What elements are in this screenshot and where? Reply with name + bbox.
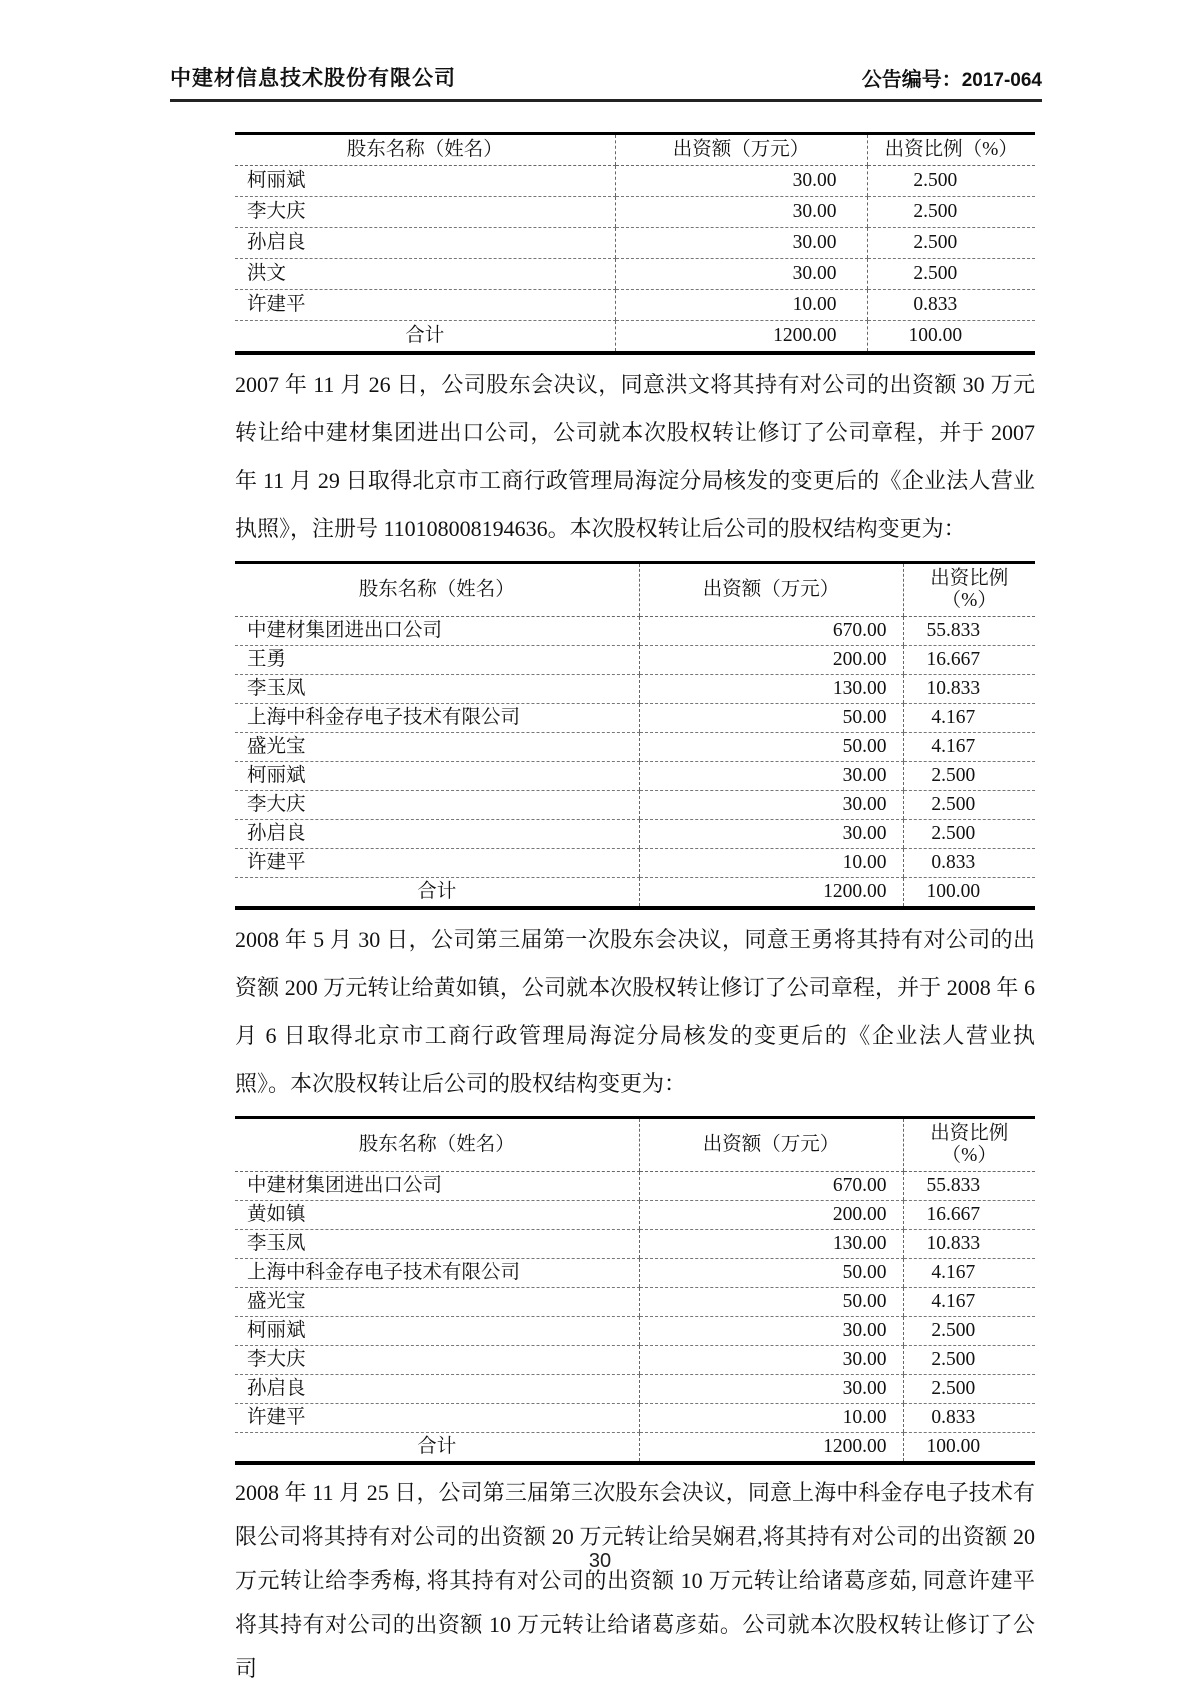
shareholder-table-3 bbox=[235, 1116, 1035, 1465]
cell-amount: 670.00 bbox=[639, 617, 903, 646]
shareholder-table-2 bbox=[235, 561, 1035, 910]
cell-amount: 30.00 bbox=[639, 820, 903, 849]
table-row bbox=[235, 704, 1035, 733]
table-row bbox=[235, 1172, 1035, 1201]
cell-amount: 30.00 bbox=[615, 259, 867, 290]
table-row bbox=[235, 762, 1035, 791]
announcement-id bbox=[862, 63, 1042, 92]
cell-amount: 30.00 bbox=[615, 166, 867, 197]
table-row bbox=[235, 820, 1035, 849]
table-row bbox=[235, 1230, 1035, 1259]
col-header-shareholder: 股东名称（姓名） bbox=[235, 563, 639, 617]
cell-ratio: 2.500 bbox=[867, 166, 1035, 197]
table-total-row bbox=[235, 1433, 1035, 1464]
cell-shareholder-name: 李大庆 bbox=[235, 1346, 639, 1375]
total-amount-cell: 1200.00 bbox=[615, 321, 867, 354]
company-name: 中建材信息技术股份有限公司 bbox=[170, 66, 456, 90]
table-row bbox=[235, 259, 1035, 290]
cell-shareholder-name: 盛光宝 bbox=[235, 1288, 639, 1317]
page-header bbox=[170, 0, 1042, 102]
table-row bbox=[235, 1288, 1035, 1317]
table-row bbox=[235, 228, 1035, 259]
cell-ratio: 2.500 bbox=[903, 1317, 1035, 1346]
cell-ratio: 0.833 bbox=[903, 849, 1035, 878]
cell-amount: 30.00 bbox=[615, 228, 867, 259]
cell-ratio: 16.667 bbox=[903, 1201, 1035, 1230]
table-row bbox=[235, 1346, 1035, 1375]
cell-ratio: 0.833 bbox=[867, 290, 1035, 321]
cell-shareholder-name: 中建材集团进出口公司 bbox=[235, 617, 639, 646]
table-row bbox=[235, 290, 1035, 321]
table-row bbox=[235, 1201, 1035, 1230]
page-content bbox=[235, 132, 1035, 1691]
cell-shareholder-name: 许建平 bbox=[235, 1404, 639, 1433]
col-header-ratio: 出资比例 （%） bbox=[903, 563, 1035, 617]
cell-ratio: 4.167 bbox=[903, 1288, 1035, 1317]
cell-ratio: 2.500 bbox=[903, 820, 1035, 849]
col-header-shareholder: 股东名称（姓名） bbox=[235, 134, 615, 166]
cell-ratio: 16.667 bbox=[903, 646, 1035, 675]
paragraph-2008-11-25: 2008 年 11 月 25 日，公司第三届第三次股东会决议，同意上海中科金存电子技术有限公司将其持有对公司的出资额 20 万元转让给吴娴君,将其持有对公司的出资额 20 万元转让给李秀梅, 将其持有对公司的出资额 10 万元转让给诸葛彦茹, 同意许建平将其持有对公司的出资额 10 万元转让给诸葛彦茹。公司就本次股权转让修订了公司 bbox=[235, 1480, 1035, 1681]
table-header-row bbox=[235, 1118, 1035, 1172]
cell-ratio: 2.500 bbox=[903, 1375, 1035, 1404]
cell-shareholder-name: 王勇 bbox=[235, 646, 639, 675]
cell-ratio: 0.833 bbox=[903, 1404, 1035, 1433]
cell-ratio: 55.833 bbox=[903, 617, 1035, 646]
paragraph-2008-05-30: 2008 年 5 月 30 日，公司第三届第一次股东会决议，同意王勇将其持有对公司的出资额 200 万元转让给黄如镇，公司就本次股权转让修订了公司章程，并于 2008 年 6 月 6 日取得北京市工商行政管理局海淀分局核发的变更后的《企业法人营业执照》。本次股权转让后公司的股权结构变更为： bbox=[235, 927, 1035, 1096]
cell-ratio: 2.500 bbox=[903, 1346, 1035, 1375]
col-header-shareholder: 股东名称（姓名） bbox=[235, 1118, 639, 1172]
cell-ratio: 2.500 bbox=[903, 791, 1035, 820]
cell-shareholder-name: 柯丽斌 bbox=[235, 762, 639, 791]
table-row bbox=[235, 733, 1035, 762]
col-header-amount: 出资额（万元） bbox=[639, 563, 903, 617]
total-label-cell: 合计 bbox=[417, 881, 457, 902]
cell-amount: 30.00 bbox=[639, 762, 903, 791]
cell-ratio: 4.167 bbox=[903, 1259, 1035, 1288]
cell-amount: 10.00 bbox=[615, 290, 867, 321]
col-header-ratio: 出资比例（%） bbox=[867, 134, 1035, 166]
total-label-cell: 合计 bbox=[417, 1436, 457, 1457]
cell-shareholder-name: 中建材集团进出口公司 bbox=[235, 1172, 639, 1201]
cell-shareholder-name: 上海中科金存电子技术有限公司 bbox=[235, 704, 639, 733]
cell-amount: 50.00 bbox=[639, 1288, 903, 1317]
table-row bbox=[235, 1375, 1035, 1404]
cell-shareholder-name: 孙启良 bbox=[235, 228, 615, 259]
cell-shareholder-name: 盛光宝 bbox=[235, 733, 639, 762]
cell-shareholder-name: 许建平 bbox=[235, 290, 615, 321]
paragraph-2007-11-26: 2007 年 11 月 26 日，公司股东会决议，同意洪文将其持有对公司的出资额 30 万元转让给中建材集团进出口公司，公司就本次股权转让修订了公司章程，并于 2007 年 11 月 29 日取得北京市工商行政管理局海淀分局核发的变更后的《企业法人营业执照》，注册号 110108008194636。本次股权转让后公司的股权结构变更为： bbox=[235, 372, 1035, 541]
cell-amount: 50.00 bbox=[639, 733, 903, 762]
cell-shareholder-name: 柯丽斌 bbox=[235, 166, 615, 197]
cell-amount: 30.00 bbox=[615, 197, 867, 228]
cell-shareholder-name: 孙启良 bbox=[235, 1375, 639, 1404]
total-amount-cell: 1200.00 bbox=[639, 1433, 903, 1464]
table-row bbox=[235, 1259, 1035, 1288]
col-header-amount: 出资额（万元） bbox=[615, 134, 867, 166]
cell-amount: 50.00 bbox=[639, 1259, 903, 1288]
cell-amount: 10.00 bbox=[639, 1404, 903, 1433]
table-row bbox=[235, 197, 1035, 228]
total-amount-cell: 1200.00 bbox=[639, 878, 903, 909]
table-row bbox=[235, 166, 1035, 197]
cell-amount: 30.00 bbox=[639, 1375, 903, 1404]
cell-ratio: 2.500 bbox=[867, 197, 1035, 228]
cell-amount: 670.00 bbox=[639, 1172, 903, 1201]
total-label-cell: 合计 bbox=[405, 325, 445, 346]
total-ratio-cell: 100.00 bbox=[903, 1433, 1035, 1464]
cell-amount: 50.00 bbox=[639, 704, 903, 733]
cell-shareholder-name: 上海中科金存电子技术有限公司 bbox=[235, 1259, 639, 1288]
col-header-ratio: 出资比例 （%） bbox=[903, 1118, 1035, 1172]
table-row bbox=[235, 1404, 1035, 1433]
table-total-row bbox=[235, 878, 1035, 909]
table-row bbox=[235, 675, 1035, 704]
cell-amount: 130.00 bbox=[639, 1230, 903, 1259]
table-total-row bbox=[235, 321, 1035, 354]
announcement-label: 公告编号： bbox=[861, 69, 962, 91]
cell-ratio: 10.833 bbox=[903, 1230, 1035, 1259]
cell-amount: 200.00 bbox=[639, 646, 903, 675]
cell-amount: 200.00 bbox=[639, 1201, 903, 1230]
cell-amount: 130.00 bbox=[639, 675, 903, 704]
table-row bbox=[235, 849, 1035, 878]
cell-ratio: 4.167 bbox=[903, 733, 1035, 762]
cell-amount: 10.00 bbox=[639, 849, 903, 878]
cell-shareholder-name: 许建平 bbox=[235, 849, 639, 878]
cell-shareholder-name: 李玉凤 bbox=[235, 675, 639, 704]
cell-shareholder-name: 孙启良 bbox=[235, 820, 639, 849]
cell-ratio: 2.500 bbox=[903, 762, 1035, 791]
cell-ratio: 2.500 bbox=[867, 228, 1035, 259]
table-row bbox=[235, 791, 1035, 820]
cell-ratio: 10.833 bbox=[903, 675, 1035, 704]
total-ratio-cell: 100.00 bbox=[867, 321, 1035, 354]
announcement-number: 2017-064 bbox=[961, 70, 1042, 91]
col-header-amount: 出资额（万元） bbox=[639, 1118, 903, 1172]
table-row bbox=[235, 1317, 1035, 1346]
cell-amount: 30.00 bbox=[639, 791, 903, 820]
cell-amount: 30.00 bbox=[639, 1346, 903, 1375]
total-ratio-cell: 100.00 bbox=[903, 878, 1035, 909]
cell-shareholder-name: 洪文 bbox=[235, 259, 615, 290]
shareholder-table-1 bbox=[235, 132, 1035, 355]
cell-amount: 30.00 bbox=[639, 1317, 903, 1346]
cell-ratio: 4.167 bbox=[903, 704, 1035, 733]
cell-shareholder-name: 黄如镇 bbox=[235, 1201, 639, 1230]
table-row bbox=[235, 617, 1035, 646]
table-header-row bbox=[235, 134, 1035, 166]
cell-shareholder-name: 李玉凤 bbox=[235, 1230, 639, 1259]
cell-shareholder-name: 李大庆 bbox=[235, 197, 615, 228]
table-header-row bbox=[235, 563, 1035, 617]
cell-shareholder-name: 李大庆 bbox=[235, 791, 639, 820]
cell-ratio: 2.500 bbox=[867, 259, 1035, 290]
table-row bbox=[235, 646, 1035, 675]
page-number: 30 bbox=[588, 1550, 612, 1572]
cell-ratio: 55.833 bbox=[903, 1172, 1035, 1201]
cell-shareholder-name: 柯丽斌 bbox=[235, 1317, 639, 1346]
